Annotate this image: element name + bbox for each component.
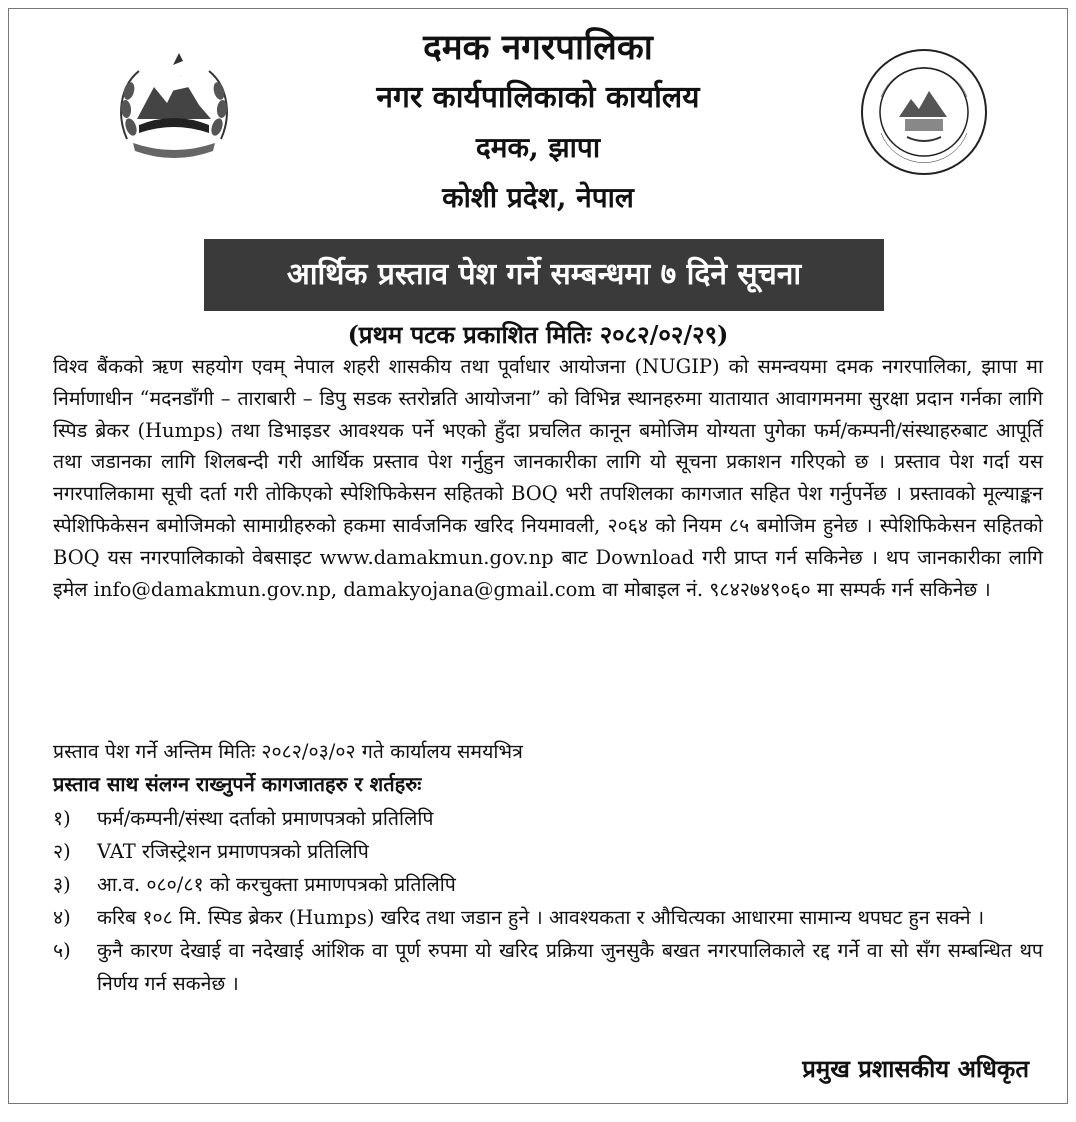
requirements-heading: प्रस्ताव साथ संलग्न राख्नुपर्ने कागजातहरु र शर्तहरुः	[53, 772, 422, 796]
notice-body	[53, 351, 1043, 605]
list-item-text: आ.व. ०८०/८१ को करचुक्ता प्रमाणपत्रको प्रतिलिपि	[97, 873, 456, 896]
list-item	[53, 868, 1043, 901]
list-item-text: कुनै कारण देखाई वा नदेखाई आंशिक वा पूर्ण रुपमा यो खरिद प्रक्रिया जुनसुकै बखत नगरपालिकाले रद्द गर्ने वा सो सँग सम्बन्धित थप निर्णय गर्न सकनेछ ।	[97, 939, 1043, 995]
office-name: नगर कार्यपालिकाको कार्यालय	[376, 80, 700, 115]
list-item	[53, 802, 1043, 835]
list-item-number: ५)	[53, 939, 71, 962]
published-date: (प्रथम पटक प्रकाशित मितिः २०८२/०२/२९)	[347, 320, 729, 349]
list-item-text: करिब १०८ मि. स्पिड ब्रेकर (Humps) खरिद तथा जडान हुने । आवश्यकता र औचित्यका आधारमा सामान्य थपघट हुन सक्ने ।	[97, 906, 985, 929]
list-item-text: VAT रजिस्ट्रेशन प्रमाणपत्रको प्रतिलिपि	[97, 840, 369, 863]
list-item-number: १)	[53, 807, 71, 830]
list-item-number: ३)	[53, 873, 71, 896]
signatory-title: प्रमुख प्रशासकीय अधिकृत	[802, 1054, 1029, 1083]
requirements-list	[53, 802, 1043, 1000]
notice-header	[9, 9, 1067, 349]
submission-deadline: प्रस्ताव पेश गर्ने अन्तिम मितिः २०८२/०३/०२ गते कार्यालय समयभित्र	[53, 740, 523, 763]
office-titles	[239, 23, 837, 223]
list-item-number: ४)	[53, 906, 71, 929]
list-item-text: फर्म/कम्पनी/संस्था दर्ताको प्रमाणपत्रको प्रतिलिपि	[97, 807, 434, 830]
province-name: कोशी प्रदेश, नेपाल	[442, 181, 634, 214]
list-item	[53, 835, 1043, 868]
nepal-emblem-icon	[109, 47, 239, 167]
office-address: दमक, झापा	[475, 131, 601, 164]
list-item	[53, 901, 1043, 934]
list-item	[53, 934, 1043, 1000]
municipality-seal-icon	[859, 47, 989, 177]
list-item-number: २)	[53, 840, 71, 863]
notice-page	[8, 8, 1068, 1104]
notice-title: आर्थिक प्रस्ताव पेश गर्ने सम्बन्धमा ७ दिने सूचना	[204, 239, 884, 311]
municipality-name: दमक नगरपालिका	[423, 27, 653, 68]
body-paragraph: विश्व बैंकको ऋण सहयोग एवम् नेपाल शहरी शासकीय तथा पूर्वाधार आयोजना (NUGIP) को समन्वयमा दमक नगरपालिका, झापा मा निर्माणाधीन “मदनडाँगी – ताराबारी – डिपु सडक स्तरोन्नति आयोजना” को विभिन्न स्थानहरुमा यातायात आवागमनमा सुरक्षा प्रदान गर्नका लागि स्पिड ब्रेकर (Humps) तथा डिभाइडर आवश्यक पर्ने भएको हुँदा प्रचलित कानून बमोजिम योग्यता पुगेका फर्म/कम्पनी/संस्थाहरुबाट आपूर्ति तथा जडानका लागि शिलबन्दी गरी आर्थिक प्रस्ताव पेश गर्नुहुन जानकारीका लागि यो सूचना प्रकाशन गरिएको छ । प्रस्ताव पेश गर्दा यस नगरपालिकामा सूची दर्ता गरी तोकिएको स्पेशिफिकेसन सहितको BOQ भरी तपशिलका कागजात सहित पेश गर्नुपर्नेछ । प्रस्तावको मूल्याङ्कन स्पेशिफिकेसन बमोजिमको सामाग्रीहरुको हकमा सार्वजनिक खरिद नियमावली, २०६४ को नियम ८५ बमोजिम हुनेछ । स्पेशिफिकेसन सहितको BOQ यस नगरपालिकाको वेबसाइट www.damakmun.gov.np बाट Download गरी प्राप्त गर्न सकिनेछ । थप जानकारीका लागि इमेल info@damakmun.gov.np, damakyojana@gmail.com वा मोबाइल नं. ९८४२७४९०६० मा सम्पर्क गर्न सकिनेछ ।	[53, 355, 1043, 601]
